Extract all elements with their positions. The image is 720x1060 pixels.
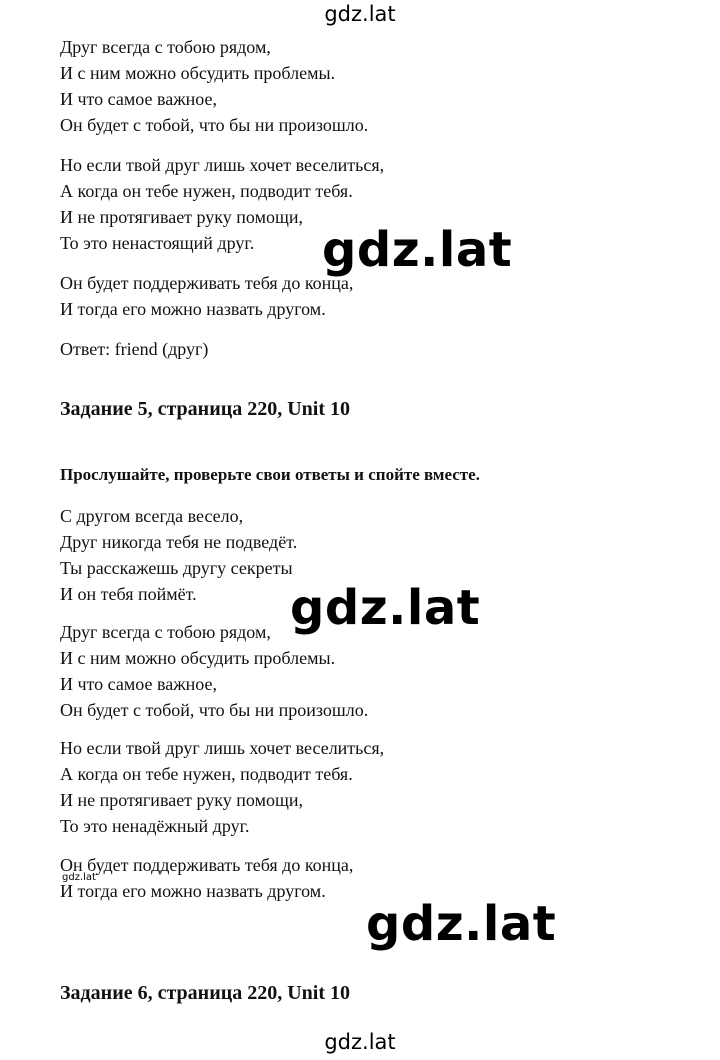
poem-line: Он будет поддерживать тебя до конца, — [60, 273, 354, 293]
watermark-large: gdz.lat — [366, 896, 557, 952]
task-6-heading: Задание 6, страница 220, Unit 10 — [60, 982, 351, 1004]
watermark-small: gdz.lat — [62, 872, 96, 883]
poem-line: А когда он тебе нужен, подводит тебя. — [60, 764, 353, 784]
poem-2-stanza-4 — [60, 852, 353, 904]
task-5-heading: Задание 5, страница 220, Unit 10 — [60, 398, 351, 420]
poem-line: И с ним можно обсудить проблемы. — [60, 648, 336, 668]
task-5-instruction: Прослушайте, проверьте свои ответы и спойте вместе. — [60, 465, 480, 484]
watermark-bottom: gdz.lat — [324, 1030, 396, 1054]
answer-text: Ответ: friend (друг) — [60, 339, 209, 359]
poem-line: И не протягивает руку помощи, — [60, 207, 303, 227]
poem-line: Но если твой друг лишь хочет веселиться, — [60, 738, 385, 758]
watermark-top: gdz.lat — [324, 2, 396, 26]
poem-line: И он тебя поймёт. — [60, 584, 197, 604]
poem-line: То это ненадёжный друг. — [60, 816, 250, 836]
poem-1-stanza-1 — [60, 34, 368, 138]
poem-line: Он будет поддерживать тебя до конца, — [60, 855, 354, 875]
poem-1-stanza-3 — [60, 270, 353, 322]
poem-line: И тогда его можно назвать другом. — [60, 881, 326, 901]
poem-line: Друг всегда с тобою рядом, — [60, 37, 271, 57]
poem-line: И не протягивает руку помощи, — [60, 790, 303, 810]
poem-line: Но если твой друг лишь хочет веселиться, — [60, 155, 385, 175]
poem-line: И что самое важное, — [60, 674, 218, 694]
poem-line: Он будет с тобой, что бы ни произошло. — [60, 115, 369, 135]
watermark-large: gdz.lat — [290, 580, 481, 636]
poem-line: И что самое важное, — [60, 89, 218, 109]
watermark-large: gdz.lat — [322, 222, 513, 278]
poem-2-stanza-1 — [60, 503, 297, 607]
poem-line: Ты расскажешь другу секреты — [60, 558, 293, 578]
poem-line: И тогда его можно назвать другом. — [60, 299, 326, 319]
poem-line: А когда он тебе нужен, подводит тебя. — [60, 181, 353, 201]
poem-line: Друг всегда с тобою рядом, — [60, 622, 271, 642]
poem-2-stanza-3 — [60, 735, 384, 839]
poem-line: И с ним можно обсудить проблемы. — [60, 63, 336, 83]
poem-line: Друг никогда тебя не подведёт. — [60, 532, 298, 552]
poem-line: Он будет с тобой, что бы ни произошло. — [60, 700, 369, 720]
poem-line: То это ненастоящий друг. — [60, 233, 255, 253]
poem-line: С другом всегда весело, — [60, 506, 244, 526]
